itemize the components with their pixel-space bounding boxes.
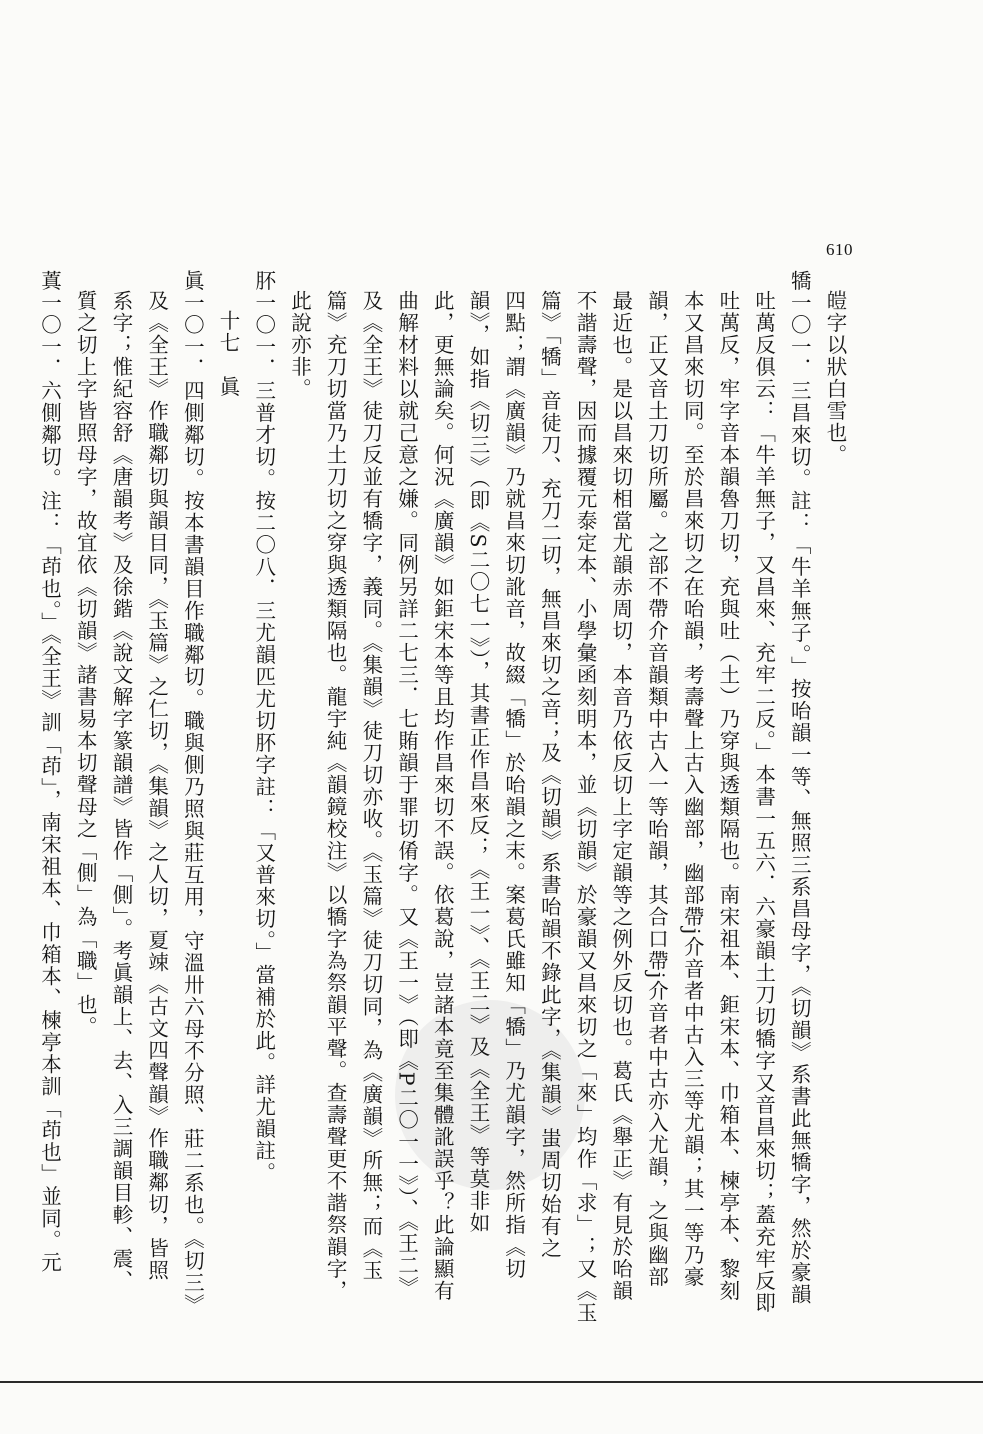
vertical-text-body [37, 270, 852, 1430]
text-column: 此說亦非。 [287, 290, 312, 400]
text-column: 皚字以狀白雪也。 [823, 290, 847, 466]
text-column: 此，更無論矣。何況《廣韻》如鉅宋本等且均作昌來切不誤。依葛說，豈諸本竟至集體訛誤乎？此論顯有 [430, 290, 455, 1302]
text-column: 蒖一〇一．六側鄰切。注：「茚也。」《全王》訓「茚」，南宋祖本、巾箱本、楝亭本訓「茚也」並同。元 [37, 270, 62, 1274]
text-column: 及《全王》徒刀反並有犞字，義同。《集韻》徒刀切亦收。《玉篇》徒刀切同，為《廣韻》所無；而《玉 [358, 290, 383, 1282]
text-column: 本又昌來切同。至於昌來切之在咍韻，考壽聲上古入幽部，幽部帶j介音者中古入三等尤韻；其一等乃豪 [680, 290, 705, 1288]
text-column: 系字；惟紀容舒《唐韻考》及徐鍇《說文解字篆韻譜》皆作「側」。考眞韻上、去、入三調韻目軫、震、 [108, 290, 133, 1292]
text-column: 犞一〇一．三昌來切。註：「牛羊無子。」按咍韻一等、無照三系昌母字，《切韻》系書此無犞字，然於豪韻 [787, 270, 812, 1306]
text-column: 韻》，如指《切三》（即《S二〇七一》），其書正作昌來反；《王一》、《王二》及《全王》等莫非如 [465, 290, 490, 1235]
text-column: 篇》「犞」音徒刀、充刀二切，無昌來切之音；及《切韻》系書咍韻不錄此字，《集韻》蚩周切始有之 [537, 290, 562, 1260]
text-column: 質之切上字皆照母字，故宜依《切韻》諸書易本切聲母之「側」為「職」也。 [73, 290, 98, 1038]
text-column: 及《全王》作職鄰切與韻目同，《玉篇》之仁切，《集韻》之人切，夏竦《古文四聲韻》作職鄰切，皆照 [144, 290, 169, 1282]
text-column: 最近也。是以昌來切相當尤韻赤周切，本音乃依反切上字定韻等之例外反切也。葛氏《舉正》有見於咍韻 [608, 290, 633, 1302]
text-column: 韻，正又音土刀切所屬。之部不帶介音韻類中古入一等咍韻，其合口帶j介音者中古亦入尤韻，之與幽部 [644, 290, 669, 1288]
text-column: 吐萬反，牢字音本韻魯刀切，充與吐（土）乃穿與透類隔也。南宋祖本、鉅宋本、巾箱本、楝亭本、黎刻 [715, 290, 740, 1302]
bottom-rule [0, 1381, 983, 1383]
text-column: 不諧壽聲，因而據覆元泰定本、小學彙函刻明本，並《切韻》於豪韻又昌來切之「來」均作「求」；又《玉 [573, 290, 598, 1324]
text-column: 吐萬反俱云：「牛羊無子，又昌來、充牢二反。」本書一五六．六豪韻土刀切犞字又音昌來切；蓋充牢反即 [751, 290, 776, 1314]
text-column: 曲解材料以就己意之嫌。同例另詳二七三．七賄韻于罪切倄字。又《王一》（即《P二〇一一》）、《王二》 [394, 290, 419, 1299]
text-column: 篇》充刀切當乃土刀切之穿與透類隔也。龍宇純《韻鏡校注》以犞字為祭韻平聲。查壽聲更不諧祭韻字， [323, 290, 348, 1302]
text-column: 眞一〇一．四側鄰切。按本書韻目作職鄰切。職與側乃照與莊互用，守溫卅六母不分照、莊二系也。《切三》 [180, 270, 205, 1316]
page-number: 610 [826, 240, 853, 259]
text-column: 四點；謂《廣韻》乃就昌來切訛音，故綴「犞」於咍韻之末。案葛氏雖知「犞」乃尤韻字，然所指《切 [501, 290, 526, 1280]
section-heading: 十七 眞 [216, 310, 241, 398]
text-column: 肧一〇一．三普才切。按二〇八．三尤韻匹尤切肧字註：「又普來切。」當補於此。詳尤韻註。 [251, 270, 276, 1184]
